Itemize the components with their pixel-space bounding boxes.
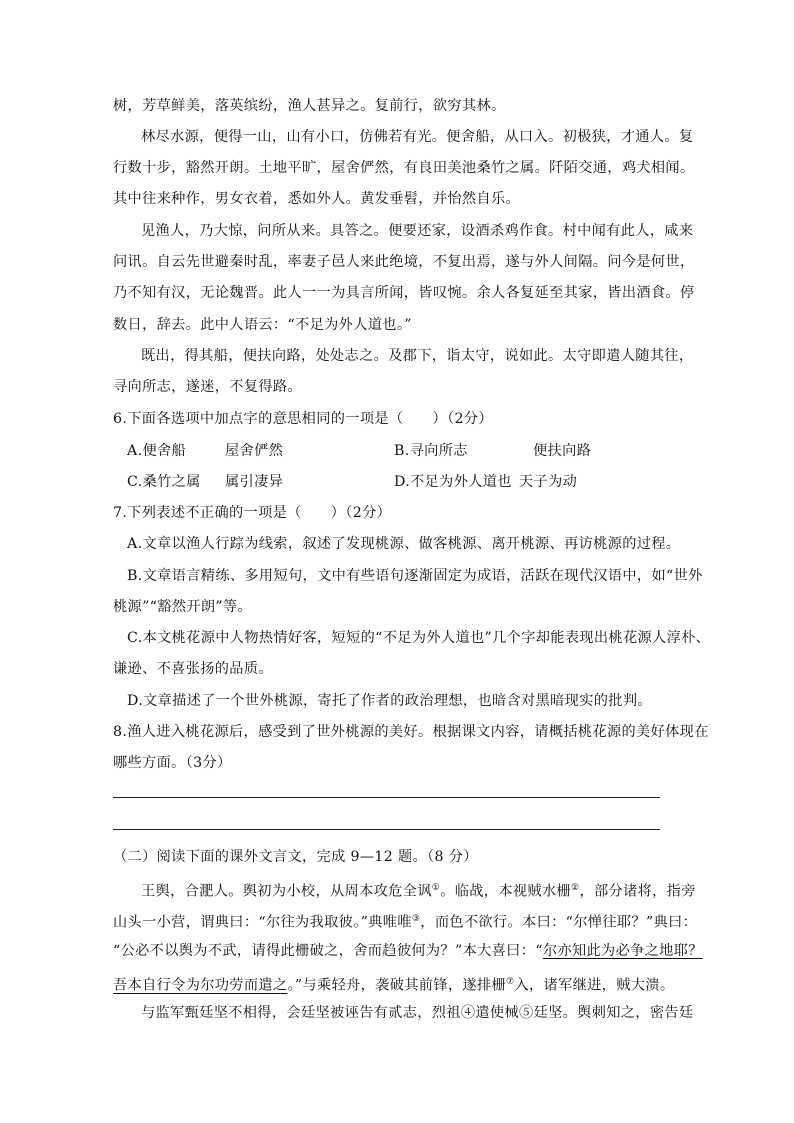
passage-line: 树，芳草鲜美，落英缤纷，渔人甚异之。复前行，欲穷其林。 <box>113 98 506 114</box>
q7-option: D.文章描述了一个世外桃源，寄托了作者的政治理想，也暗含对黑暗现实的批判。 <box>127 693 652 709</box>
passage-line: 山头一小营，谓典曰：“尔往为我取彼。”典唯唯③，而色不欲行。本曰：“尔惮往耶？”典曰： <box>113 914 698 931</box>
q6-option-d-2: 天子为动 <box>519 474 578 490</box>
underlined-sentence: 尔亦知此为必争之地耶？ <box>542 943 703 959</box>
q6-option-b-2: 便扶向路 <box>533 443 592 459</box>
q6-option-c-2: 属引凄异 <box>225 474 284 490</box>
q6-option-a-1: A.便舍船 <box>127 443 187 459</box>
passage-line: 吾本自行令为尔功劳而遣之。”与乘轻舟，袭破其前锋，遂排栅⑦入，诸军继进，贼大溃。 <box>113 977 675 994</box>
passage-line: 与监军甄廷坚不相得，会廷坚被诬告有贰志，烈祖④遣使械⑤廷坚。舆刺知之，密告廷 <box>141 1005 694 1021</box>
question-7-stem: 7.下列表述不正确的一项是（ ）（2分） <box>113 505 392 521</box>
footnote-marker: ① <box>431 883 441 893</box>
question-8-stem: 哪些方面。（3分） <box>113 755 232 771</box>
q7-option: A.文章以渔人行踪为线索，叙述了发现桃源、做客桃源、离开桃源、再访桃源的过程。 <box>127 536 681 552</box>
question-6-stem: 6.下面各选项中加点字的意思相同的一项是（ ）（2分） <box>113 411 493 427</box>
passage-line: 既出，得其船，便扶向路，处处志之。及郡下，诣太守，说如此。太守即遣人随其往， <box>141 348 694 364</box>
section-2-heading: （二）阅读下面的课外文言文，完成 9—12 题。（8 分） <box>113 849 478 865</box>
q6-option-d-1: D.不足为外人道也 <box>394 474 512 490</box>
passage-line: 其中往来种作，男女衣着，悉如外人。黄发垂髫，并怡然自乐。 <box>113 191 521 207</box>
footnote-marker: ⑤ <box>519 1005 534 1021</box>
answer-line[interactable] <box>113 829 660 830</box>
q6-option-a-2: 屋舍俨然 <box>225 443 284 459</box>
q7-option: 桃源”“豁然开朗”等。 <box>113 599 253 615</box>
q6-option-c-1: C.桑竹之属 <box>127 474 201 490</box>
passage-line: 数日，辞去。此中人语云：“不足为外人道也。” <box>113 317 412 333</box>
answer-line[interactable] <box>113 797 660 798</box>
passage-line: 见渔人，乃大惊，问所从来。具答之。便要还家，设酒杀鸡作食。村中闻有此人，咸来 <box>141 223 694 239</box>
footnote-marker: ④ <box>460 1005 476 1021</box>
footnote-marker: ⑦ <box>506 977 515 987</box>
passage-line: 寻向所志，遂迷，不复得路。 <box>113 379 302 395</box>
passage-line: “公必不以舆为不武，请得此栅破之，舍而趋彼何为？”本大喜曰：“尔亦知此为必争之地耶？ <box>113 943 703 959</box>
passage-line: 行数十步，豁然开朗。土地平旷，屋舍俨然，有良田美池桑竹之属。阡陌交通，鸡犬相闻。 <box>113 160 695 176</box>
q6-option-b-1: B.寻向所志 <box>394 443 468 459</box>
q7-option: B.文章语言精练、多用短句，文中有些语句逐渐固定为成语，活跃在现代汉语中，如“世外 <box>127 568 703 584</box>
footnote-marker: ② <box>571 883 580 893</box>
q7-option: 谦逊、不喜张扬的品质。 <box>113 661 273 677</box>
question-8-stem: 8.渔人进入桃花源后，感受到了世外桃源的美好。根据课文内容，请概括桃花源的美好体现在 <box>113 724 709 740</box>
passage-line: 王舆，合淝人。舆初为小校，从周本攻危全讽①。临战，本视贼水栅②，部分诸将，指旁 <box>141 883 696 900</box>
passage-line: 林尽水源，便得一山，山有小口，仿佛若有光。便舍船，从口入。初极狭，才通人。复 <box>141 129 694 145</box>
q7-option: C.本文桃花源中人物热情好客，短短的“不足为外人道也”几个字却能表现出桃花源人淳朴、 <box>127 630 711 646</box>
passage-line: 问讯。自云先世避秦时乱，率妻子邑人来此绝境，不复出焉，遂与外人间隔。问今是何世， <box>113 254 695 270</box>
footnote-marker: ③ <box>411 914 421 924</box>
passage-line: 乃不知有汉，无论魏晋。此人一一为具言所闻，皆叹惋。余人各复延至其家，皆出酒食。停 <box>113 285 695 301</box>
underlined-sentence: 吾本自行令为尔功劳而遣之 <box>113 977 288 994</box>
